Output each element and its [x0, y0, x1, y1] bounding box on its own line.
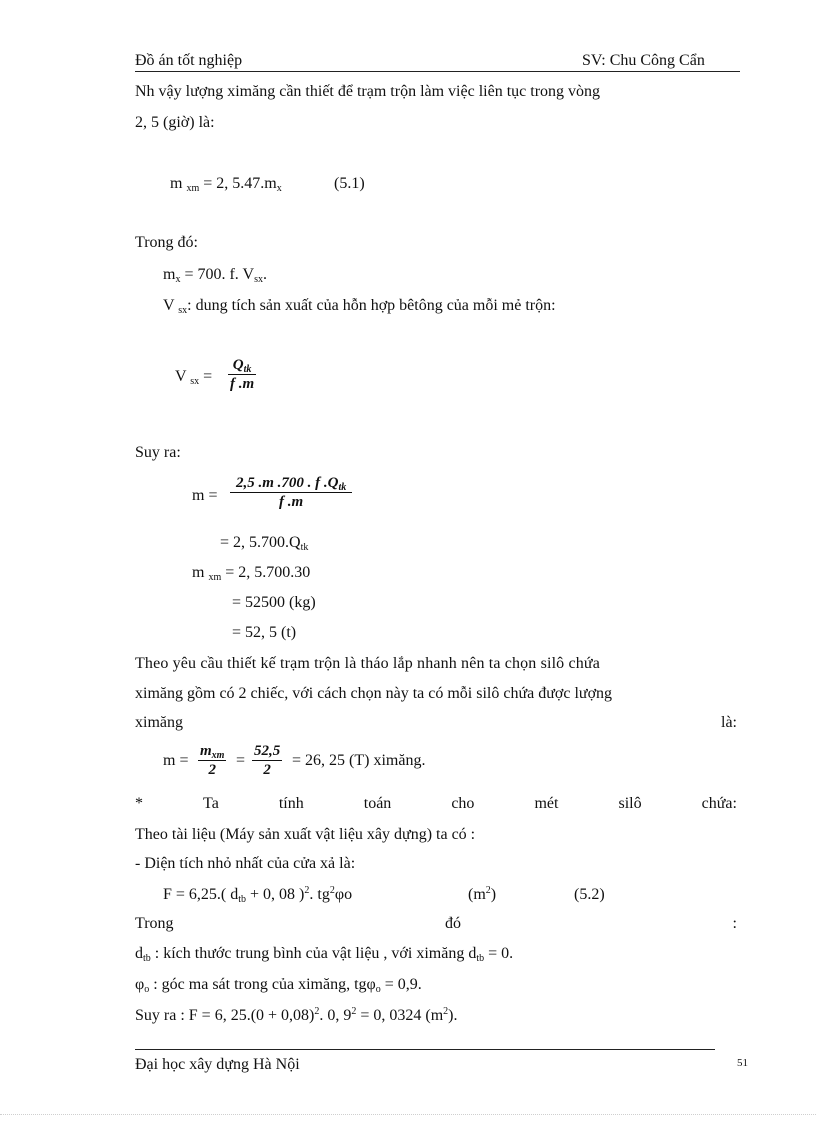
paragraph-line: Suy ra: — [135, 444, 181, 461]
formula-m-lhs: m = — [192, 487, 218, 504]
paragraph-line: Theo yêu cầu thiết kế trạm trộn là tháo lắp nhanh nên ta chọn silô chứa — [135, 655, 600, 672]
header-right: SV: Chu Công Cẩn — [582, 52, 705, 69]
calc-step: = 52, 5 (t) — [232, 624, 297, 641]
formula-F: F = 6,25.( $d_{tb} + 0$, 08 )$^2$. $tg^2\varphi o$ — [163, 885, 353, 905]
result-F: Suy ra : F = 6, $25.(0 + 0,08)^2$. 0, $9^2 = 0$, 0324 $(m^2)$. — [135, 1006, 458, 1024]
paragraph-line: Theo tài liệu (Máy sản xuất vật liệu xây dựng) ta có : — [135, 826, 476, 843]
paragraph-line: Nh vậy lượng ximăng cần thiết để trạm trộn làm việc liên tục trong vòng — [135, 83, 601, 100]
fraction-m-expression: 2,5 .m .700 . f $.Q_{tk}$ f .m — [230, 474, 352, 511]
footer-left: Đại học xây dựng Hà Nội — [135, 1056, 300, 1073]
fraction-mxm-over-2: $m_{xm}$ 2 — [200, 743, 225, 778]
calc-step: = 2, $5.700.Q_{tk}$ — [220, 534, 309, 553]
formula-mx: $m_x = 700$. f. $V_{sx}$. — [163, 266, 267, 285]
calc-step: = 52500 (kg) — [232, 594, 316, 611]
fraction-52-5-over-2: $\frac{52,5}{2}$ — [254, 743, 281, 778]
paragraph-line-justified: Trong đó : — [135, 915, 737, 932]
header-rule — [135, 71, 740, 72]
formula-m2-result: = 26, 25 (T) ximăng. — [292, 752, 426, 769]
paragraph-line: 2, 5 (giờ) là: — [135, 114, 215, 131]
fraction-qtk-over-fm: $Q_{tk}$ f .m — [230, 357, 255, 392]
equation-number: (5.1) — [334, 175, 365, 192]
equation-number: (5.2) — [574, 886, 605, 903]
page-bottom-divider — [0, 1114, 816, 1115]
header-left: Đồ án tốt nghiệp — [135, 52, 243, 69]
formula-vsx-lhs: V $_{sx}$ = — [175, 368, 213, 387]
equation-5-1: m $_{xm}$ = 2, $5.47.m_x$ — [170, 175, 282, 194]
formula-F-unit: $(m^2)$ — [468, 885, 497, 903]
paragraph-line: - Diện tích nhỏ nhất của cửa xả là: — [135, 855, 356, 872]
paragraph-line-justified: ximăng là: — [135, 714, 737, 731]
paragraph-line: Trong đó: — [135, 234, 198, 251]
calc-step: m $_{xm}$ = 2, 5.700.30 — [192, 564, 311, 583]
paragraph-line: ximăng gồm có 2 chiếc, với cách chọn này ta có mỗi silô chứa được lượng — [135, 685, 613, 702]
formula-m2-lhs: m = — [163, 752, 189, 769]
paragraph-line-justified: * Ta tính toán cho mét silô chứa: — [135, 795, 737, 812]
page-number: 51 — [737, 1057, 748, 1069]
definition-phi: $\varphi_o$ : góc ma sát trong của ximăng, tgφ$_o$ = 0,9. — [135, 976, 422, 995]
equals-sign: = — [236, 752, 246, 769]
definition-dtb: $d_{tb}$ : kích thước trung bình của vật liệu , với ximăng $d_{tb} = 0$. — [135, 945, 514, 964]
footer-rule — [135, 1049, 715, 1050]
definition-vsx: V $_{sx}$: dung tích sản xuất của hỗn hợp bêtông của mỗi mẻ trộn: — [163, 297, 556, 316]
